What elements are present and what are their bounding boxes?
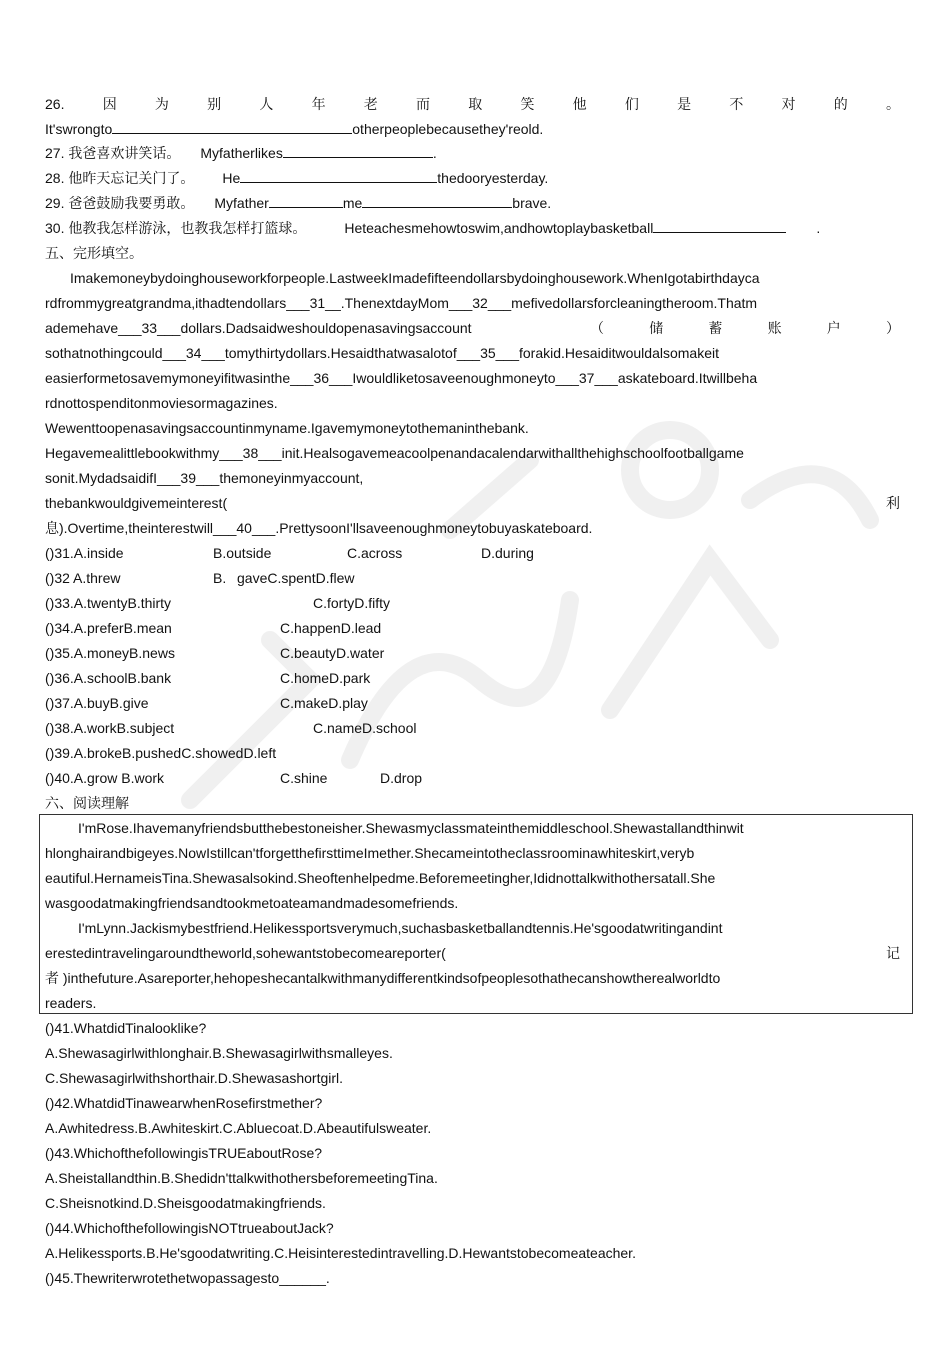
option-text: C.shine xyxy=(280,770,328,786)
option-text: ()36.A.schoolB.bank xyxy=(45,670,172,686)
q26-char: 因 xyxy=(102,96,117,112)
q26-char: 人 xyxy=(259,96,274,112)
cloze-line: easierformetosavemymoneyifitwasinthe___36___Iwouldliketosaveenoughmoneyto___37___askateboard.Itwillbeha xyxy=(45,370,758,386)
question-line: C.Sheisnotkind.D.Sheisgoodatmakingfriends. xyxy=(45,1195,326,1211)
q26-char: 别 xyxy=(207,96,222,112)
q26-text: It'swrongto xyxy=(45,121,113,137)
q29-text: me xyxy=(342,195,363,211)
q27-text: Myfatherlikes xyxy=(200,145,283,161)
question-line: ()45.Thewriterwrotethetwopassagesto______. xyxy=(45,1270,330,1286)
cloze-char: 账 xyxy=(767,320,782,336)
question-line: A.Helikessports.B.He'sgoodatwriting.C.Heisinterestedintravelling.D.Hewantstobecomeateacher. xyxy=(45,1245,636,1261)
option-text: C.makeD.play xyxy=(280,695,368,711)
cloze-line: rdfrommygreatgrandma,ithadtendollars___31__.ThenextdayMom___32___mefivedollarsforcleaningtheroom.Thatm xyxy=(45,295,758,311)
option-text: ()40.A.grow B.work xyxy=(45,770,165,786)
q29-chinese: 29. 爸爸鼓励我要勇敢。 xyxy=(45,195,195,211)
cloze-line: Wewenttoopenasavingsaccountinmyname.Igavemymoneytothemaninthebank. xyxy=(45,420,529,436)
q27-text: . xyxy=(432,145,437,161)
cloze-char: 户 xyxy=(826,320,841,336)
cloze-text: thebankwouldgivemeinterest( xyxy=(45,495,228,511)
cloze-char: （ xyxy=(590,320,604,336)
question-line: C.Shewasagirlwithshorthair.D.Shewasashortgirl. xyxy=(45,1070,344,1086)
q28-blank[interactable] xyxy=(240,168,437,183)
q28-text: He xyxy=(222,170,241,186)
passage-text: erestedintravelingaroundtheworld,sohewantstobecomeareporter( xyxy=(45,945,446,961)
passage-line: 者 )inthefuture.Asareporter,hehopeshecantalkwithmanydifferentkindsofpeoplesothathecanshowtherealworldto xyxy=(45,970,721,986)
question-line: A.Shewasagirlwithlonghair.B.Shewasagirlwithsmalleyes. xyxy=(45,1045,393,1061)
q30-text: Heteachesmehowtoswim,andhowtoplaybasketball xyxy=(344,220,654,236)
passage-line: eautiful.HernameisTina.Shewasalsokind.Sheoftenhelpedme.Beforemeetingher,Ididnottalkwithothersatall.She xyxy=(45,870,716,886)
q26-char: 笑 xyxy=(520,96,535,112)
option-text: C.across xyxy=(347,545,403,561)
q29-blank[interactable] xyxy=(269,193,343,208)
passage-line xyxy=(45,943,900,963)
option-text: ()37.A.buyB.give xyxy=(45,695,149,711)
passage-line: I'mRose.Ihavemanyfriendsbutthebestoneisher.Shewasmyclassmateinthemiddleschool.Shewastallandthinwit xyxy=(78,820,744,836)
q26-char: 是 xyxy=(677,96,692,112)
q29-line xyxy=(45,193,551,213)
option-text: C.nameD.school xyxy=(313,720,417,736)
option-text: gaveC.spentD.flew xyxy=(237,570,355,586)
option-text: ()33.A.twentyB.thirty xyxy=(45,595,172,611)
option-text: D.drop xyxy=(380,770,423,786)
q26-english-line xyxy=(45,119,543,139)
q26-char: 不 xyxy=(729,96,744,112)
passage-line: hlonghairandbigeyes.NowIstillcan'tforgetthefirsttimeImether.Shecameintotheclassroominawhiteskirt,veryb xyxy=(45,845,695,861)
option-text: ()35.A.moneyB.news xyxy=(45,645,175,661)
q27-chinese: 27. 我爸喜欢讲笑话。 xyxy=(45,145,181,161)
cloze-char: 利 xyxy=(886,495,900,511)
q26-char: 而 xyxy=(416,96,430,112)
section5-title: 五、完形填空。 xyxy=(45,245,143,261)
q28-line xyxy=(45,168,548,188)
option-text: B.outside xyxy=(213,545,272,561)
cloze-char: 蓄 xyxy=(708,320,723,336)
option-text: ()38.A.workB.subject xyxy=(45,720,175,736)
option-text: ()32 A.threw xyxy=(45,570,121,586)
cloze-line: 息).Overtime,theinterestwill___40___.PrettysoonI'llsaveenoughmoneytobuyaskateboard. xyxy=(45,520,593,536)
q30-line xyxy=(45,218,820,238)
question-line: ()41.WhatdidTinalooklike? xyxy=(45,1020,207,1036)
cloze-line: Hegavemealittlebookwithmy___38___init.Healsogavemeacoolpenandacalendarwithallthehighschoolfootballgame xyxy=(45,445,744,461)
question-line: A.Sheistallandthin.B.Shedidn'ttalkwithothersbeforemeetingTina. xyxy=(45,1170,438,1186)
option-text: D.during xyxy=(481,545,534,561)
question-line: A.Awhitedress.B.Awhiteskirt.C.Abluecoat.D.Abeautifulsweater. xyxy=(45,1120,432,1136)
question-line: ()43.WhichofthefollowingisTRUEaboutRose? xyxy=(45,1145,323,1161)
q26-number: 26. xyxy=(45,96,65,112)
q26-blank[interactable] xyxy=(112,119,352,134)
q29-text: brave. xyxy=(512,195,552,211)
passage-line: readers. xyxy=(45,995,97,1011)
question-line: ()42.WhatdidTinawearwhenRosefirstmether? xyxy=(45,1095,323,1111)
q26-char: 年 xyxy=(311,96,326,112)
q30-text: . xyxy=(816,220,821,236)
q26-char: 他 xyxy=(572,96,587,112)
cloze-char: ） xyxy=(885,320,900,336)
q28-chinese: 28. 他昨天忘记关门了。 xyxy=(45,170,195,186)
q29-text: Myfather xyxy=(214,195,269,211)
option-text: C.fortyD.fifty xyxy=(313,595,391,611)
q28-text: thedooryesterday. xyxy=(437,170,549,186)
option-text: B. xyxy=(213,570,227,586)
passage-line: wasgoodatmakingfriendsandtookmetoateamandmadesomefriends. xyxy=(45,895,459,911)
cloze-text: ademehave___33___dollars.Dadsaidweshouldopenasavingsaccount xyxy=(45,320,472,336)
passage-line: I'mLynn.Jackismybestfriend.Helikessportsverymuch,suchasbasketballandtennis.He'sgoodatwritingandint xyxy=(78,920,723,936)
option-text: ()39.A.brokeB.pushedC.showedD.left xyxy=(45,745,277,761)
q26-char: 的 xyxy=(833,96,848,112)
q26-char: 。 xyxy=(885,96,900,112)
cloze-line: Imakemoneybydoinghouseworkforpeople.LastweekImadefifteendollarsbydoinghousework.WhenIgotabirthdayca xyxy=(70,270,760,286)
q26-char: 老 xyxy=(363,96,378,112)
q30-blank[interactable] xyxy=(653,218,786,233)
q26-char: 对 xyxy=(781,96,796,112)
cloze-char: 储 xyxy=(649,320,664,336)
q26-char: 为 xyxy=(154,96,169,112)
cloze-line xyxy=(45,318,900,338)
passage-char: 记 xyxy=(886,945,900,961)
cloze-line: sonit.MydadsaidifI___39___themoneyinmyaccount, xyxy=(45,470,364,486)
cloze-line: sothatnothingcould___34___tomythirtydollars.Hesaidthatwasalotof___35___forakid.Hesaiditwouldalsomakeit xyxy=(45,345,719,361)
q27-blank[interactable] xyxy=(283,143,433,158)
q26-chinese-line xyxy=(45,94,900,114)
option-text: C.happenD.lead xyxy=(280,620,382,636)
section6-title: 六、阅读理解 xyxy=(45,795,129,811)
q30-chinese: 30. 他教我怎样游泳，也教我怎样打篮球。 xyxy=(45,220,307,236)
question-line: ()44.WhichofthefollowingisNOTtrueaboutJack? xyxy=(45,1220,334,1236)
q26-char: 们 xyxy=(624,96,639,112)
option-text: ()34.A.preferB.mean xyxy=(45,620,172,636)
q26-char: 取 xyxy=(468,96,483,112)
q29-blank[interactable] xyxy=(362,193,512,208)
q27-line xyxy=(45,143,437,163)
option-text: ()31.A.inside xyxy=(45,545,124,561)
cloze-line: rdnottospenditonmoviesormagazines. xyxy=(45,395,278,411)
option-text: C.beautyD.water xyxy=(280,645,385,661)
cloze-line xyxy=(45,493,900,513)
option-text: C.homeD.park xyxy=(280,670,371,686)
q26-text: otherpeoplebecausethey'reold. xyxy=(352,121,544,137)
